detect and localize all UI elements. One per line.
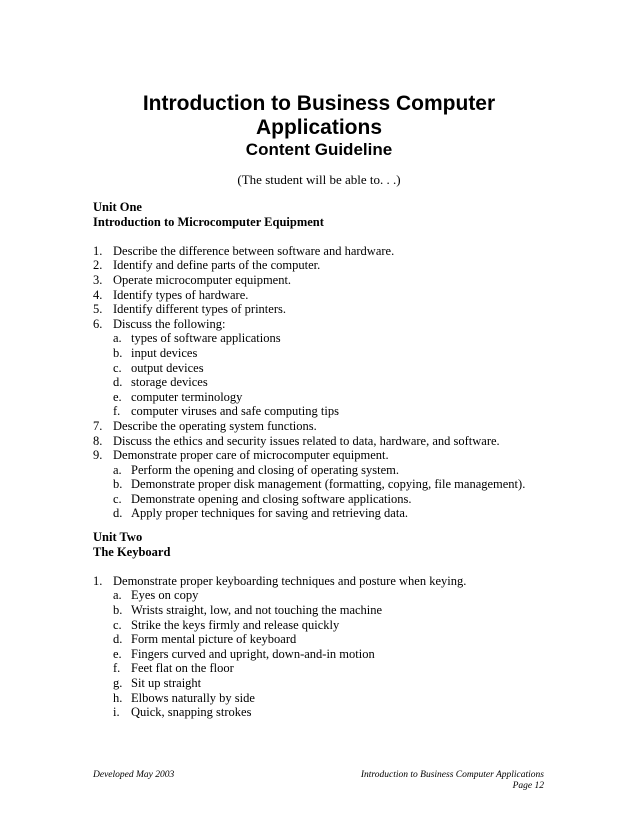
- list-item-text: Identify types of hardware.: [113, 287, 249, 302]
- footer-page-number: Page 12: [512, 781, 544, 791]
- list-item: [93, 419, 563, 434]
- sub-list-item-letter: b.: [113, 345, 123, 360]
- sub-list-item-text: computer terminology: [131, 389, 243, 404]
- unit-two-name: The Keyboard: [93, 544, 171, 559]
- list-item-text: Demonstrate proper care of microcomputer equipment.: [113, 448, 389, 463]
- subtitle: Content Guideline: [245, 140, 393, 159]
- list-item: [93, 302, 563, 317]
- sub-list-item-text: output devices: [131, 360, 204, 375]
- sub-list-item-text: input devices: [131, 345, 198, 360]
- list-item-text: Identify and define parts of the computer.: [113, 258, 321, 273]
- sub-list-item-text: storage devices: [131, 375, 208, 390]
- sub-list-item-text: Strike the keys firmly and release quickly: [131, 617, 340, 632]
- sub-list-item-text: Quick, snapping strokes: [131, 705, 252, 720]
- sub-list-item: [93, 705, 563, 720]
- sub-list-item-text: Feet flat on the floor: [131, 661, 234, 676]
- list-item-row: [93, 448, 563, 463]
- sub-list-item-letter: b.: [113, 477, 123, 492]
- list-item: [93, 574, 563, 720]
- sub-list-item: [93, 676, 563, 691]
- sub-list: [93, 463, 563, 521]
- unit-one-name: Introduction to Microcomputer Equipment: [93, 214, 324, 229]
- footer-right: [361, 770, 544, 792]
- list-item-text: Describe the operating system functions.: [113, 418, 317, 433]
- sub-list-item-letter: e.: [113, 646, 122, 661]
- sub-list-item: [93, 375, 563, 390]
- list-item-text: Describe the difference between software and hardware.: [113, 243, 395, 258]
- list-item-number: 4.: [93, 287, 103, 302]
- list-item-number: 3.: [93, 272, 103, 287]
- footer-left: Developed May 2003: [93, 770, 175, 780]
- title-line-1: Introduction to Business Computer: [142, 92, 496, 115]
- list-item-row: [93, 574, 563, 589]
- list-item-text: Discuss the following:: [113, 316, 226, 331]
- sub-list-item: [93, 361, 563, 376]
- list-item-row: [93, 434, 563, 449]
- sub-list-item: [93, 632, 563, 647]
- sub-list-item: [93, 492, 563, 507]
- sub-list-item-text: Apply proper techniques for saving and retrieving data.: [131, 506, 408, 521]
- unit-one-section: [93, 200, 563, 521]
- sub-list-item-letter: e.: [113, 389, 122, 404]
- list-item-row: [93, 258, 563, 273]
- sub-list-item: [93, 331, 563, 346]
- sub-list-item-letter: a.: [113, 462, 122, 477]
- list-item: [93, 273, 563, 288]
- sub-list-item: [93, 463, 563, 478]
- list-item-text: Demonstrate proper keyboarding techniques and posture when keying.: [113, 573, 467, 588]
- sub-list-item-letter: f.: [113, 661, 121, 676]
- sub-list-item: [93, 618, 563, 633]
- list-item-row: [93, 317, 563, 332]
- sub-list-item: [93, 506, 563, 521]
- list-item-row: [93, 244, 563, 259]
- sub-list-item-text: Demonstrate opening and closing software applications.: [131, 491, 412, 506]
- sub-list-item: [93, 691, 563, 706]
- sub-list-item: [93, 477, 563, 492]
- sub-list-item-letter: d.: [113, 375, 123, 390]
- list-item-number: 7.: [93, 418, 103, 433]
- list-item-row: [93, 273, 563, 288]
- sub-list-item: [93, 661, 563, 676]
- list-item: [93, 434, 563, 449]
- list-item-text: Operate microcomputer equipment.: [113, 272, 292, 287]
- list-item: [93, 288, 563, 303]
- sub-list-item-letter: f.: [113, 404, 121, 419]
- sub-list-item: [93, 346, 563, 361]
- list-item-number: 2.: [93, 258, 103, 273]
- list-item-number: 5.: [93, 302, 103, 317]
- list-item-number: 6.: [93, 316, 103, 331]
- title-line-2: Applications: [255, 116, 382, 139]
- list-item-row: [93, 288, 563, 303]
- unit-one-list: [93, 244, 563, 521]
- list-item-row: [93, 302, 563, 317]
- list-item: [93, 317, 563, 419]
- sub-list-item-letter: a.: [113, 588, 122, 603]
- sub-list-item-text: computer viruses and safe computing tips: [131, 404, 339, 419]
- list-item-text: Identify different types of printers.: [113, 302, 286, 317]
- unit-two-section: [93, 530, 563, 720]
- sub-list-item: [93, 390, 563, 405]
- list-item-number: 8.: [93, 433, 103, 448]
- sub-list-item-letter: c.: [113, 491, 122, 506]
- sub-list-item-letter: h.: [113, 690, 123, 705]
- sub-list-item-text: Wrists straight, low, and not touching the machine: [131, 602, 383, 617]
- unit-one-label: Unit One: [93, 200, 142, 214]
- sub-list-item: [93, 603, 563, 618]
- list-item: [93, 244, 563, 259]
- sub-list-item-letter: b.: [113, 602, 123, 617]
- list-item-text: Discuss the ethics and security issues related to data, hardware, and software.: [113, 433, 500, 448]
- sub-list-item-letter: g.: [113, 675, 123, 690]
- sub-list-item-letter: i.: [113, 705, 120, 720]
- list-item-number: 1.: [93, 243, 103, 258]
- sub-list-item-text: Elbows naturally by side: [131, 690, 255, 705]
- intro-text: (The student will be able to. . .): [237, 172, 401, 187]
- sub-list-item: [93, 647, 563, 662]
- unit-two-label: Unit Two: [93, 530, 143, 544]
- sub-list: [93, 331, 563, 419]
- sub-list-item: [93, 404, 563, 419]
- sub-list-item-text: Sit up straight: [131, 675, 202, 690]
- list-item-number: 1.: [93, 573, 103, 588]
- sub-list-item-text: Demonstrate proper disk management (formatting, copying, file management).: [131, 477, 526, 492]
- sub-list-item-text: Form mental picture of keyboard: [131, 632, 297, 647]
- sub-list-item-letter: d.: [113, 632, 123, 647]
- sub-list-item-text: types of software applications: [131, 331, 281, 346]
- sub-list-item-text: Eyes on copy: [131, 588, 199, 603]
- sub-list-item: [93, 588, 563, 603]
- sub-list-item-letter: d.: [113, 506, 123, 521]
- sub-list-item-letter: a.: [113, 331, 122, 346]
- sub-list-item-letter: c.: [113, 617, 122, 632]
- list-item: [93, 258, 563, 273]
- list-item-row: [93, 419, 563, 434]
- sub-list-item-text: Perform the opening and closing of operating system.: [131, 462, 399, 477]
- list-item: [93, 448, 563, 521]
- sub-list-item-letter: c.: [113, 360, 122, 375]
- sub-list: [93, 588, 563, 719]
- sub-list-item-text: Fingers curved and upright, down-and-in motion: [131, 646, 375, 661]
- list-item-number: 9.: [93, 448, 103, 463]
- footer-doc-title: Introduction to Business Computer Applications: [360, 770, 544, 780]
- unit-two-list: [93, 574, 563, 720]
